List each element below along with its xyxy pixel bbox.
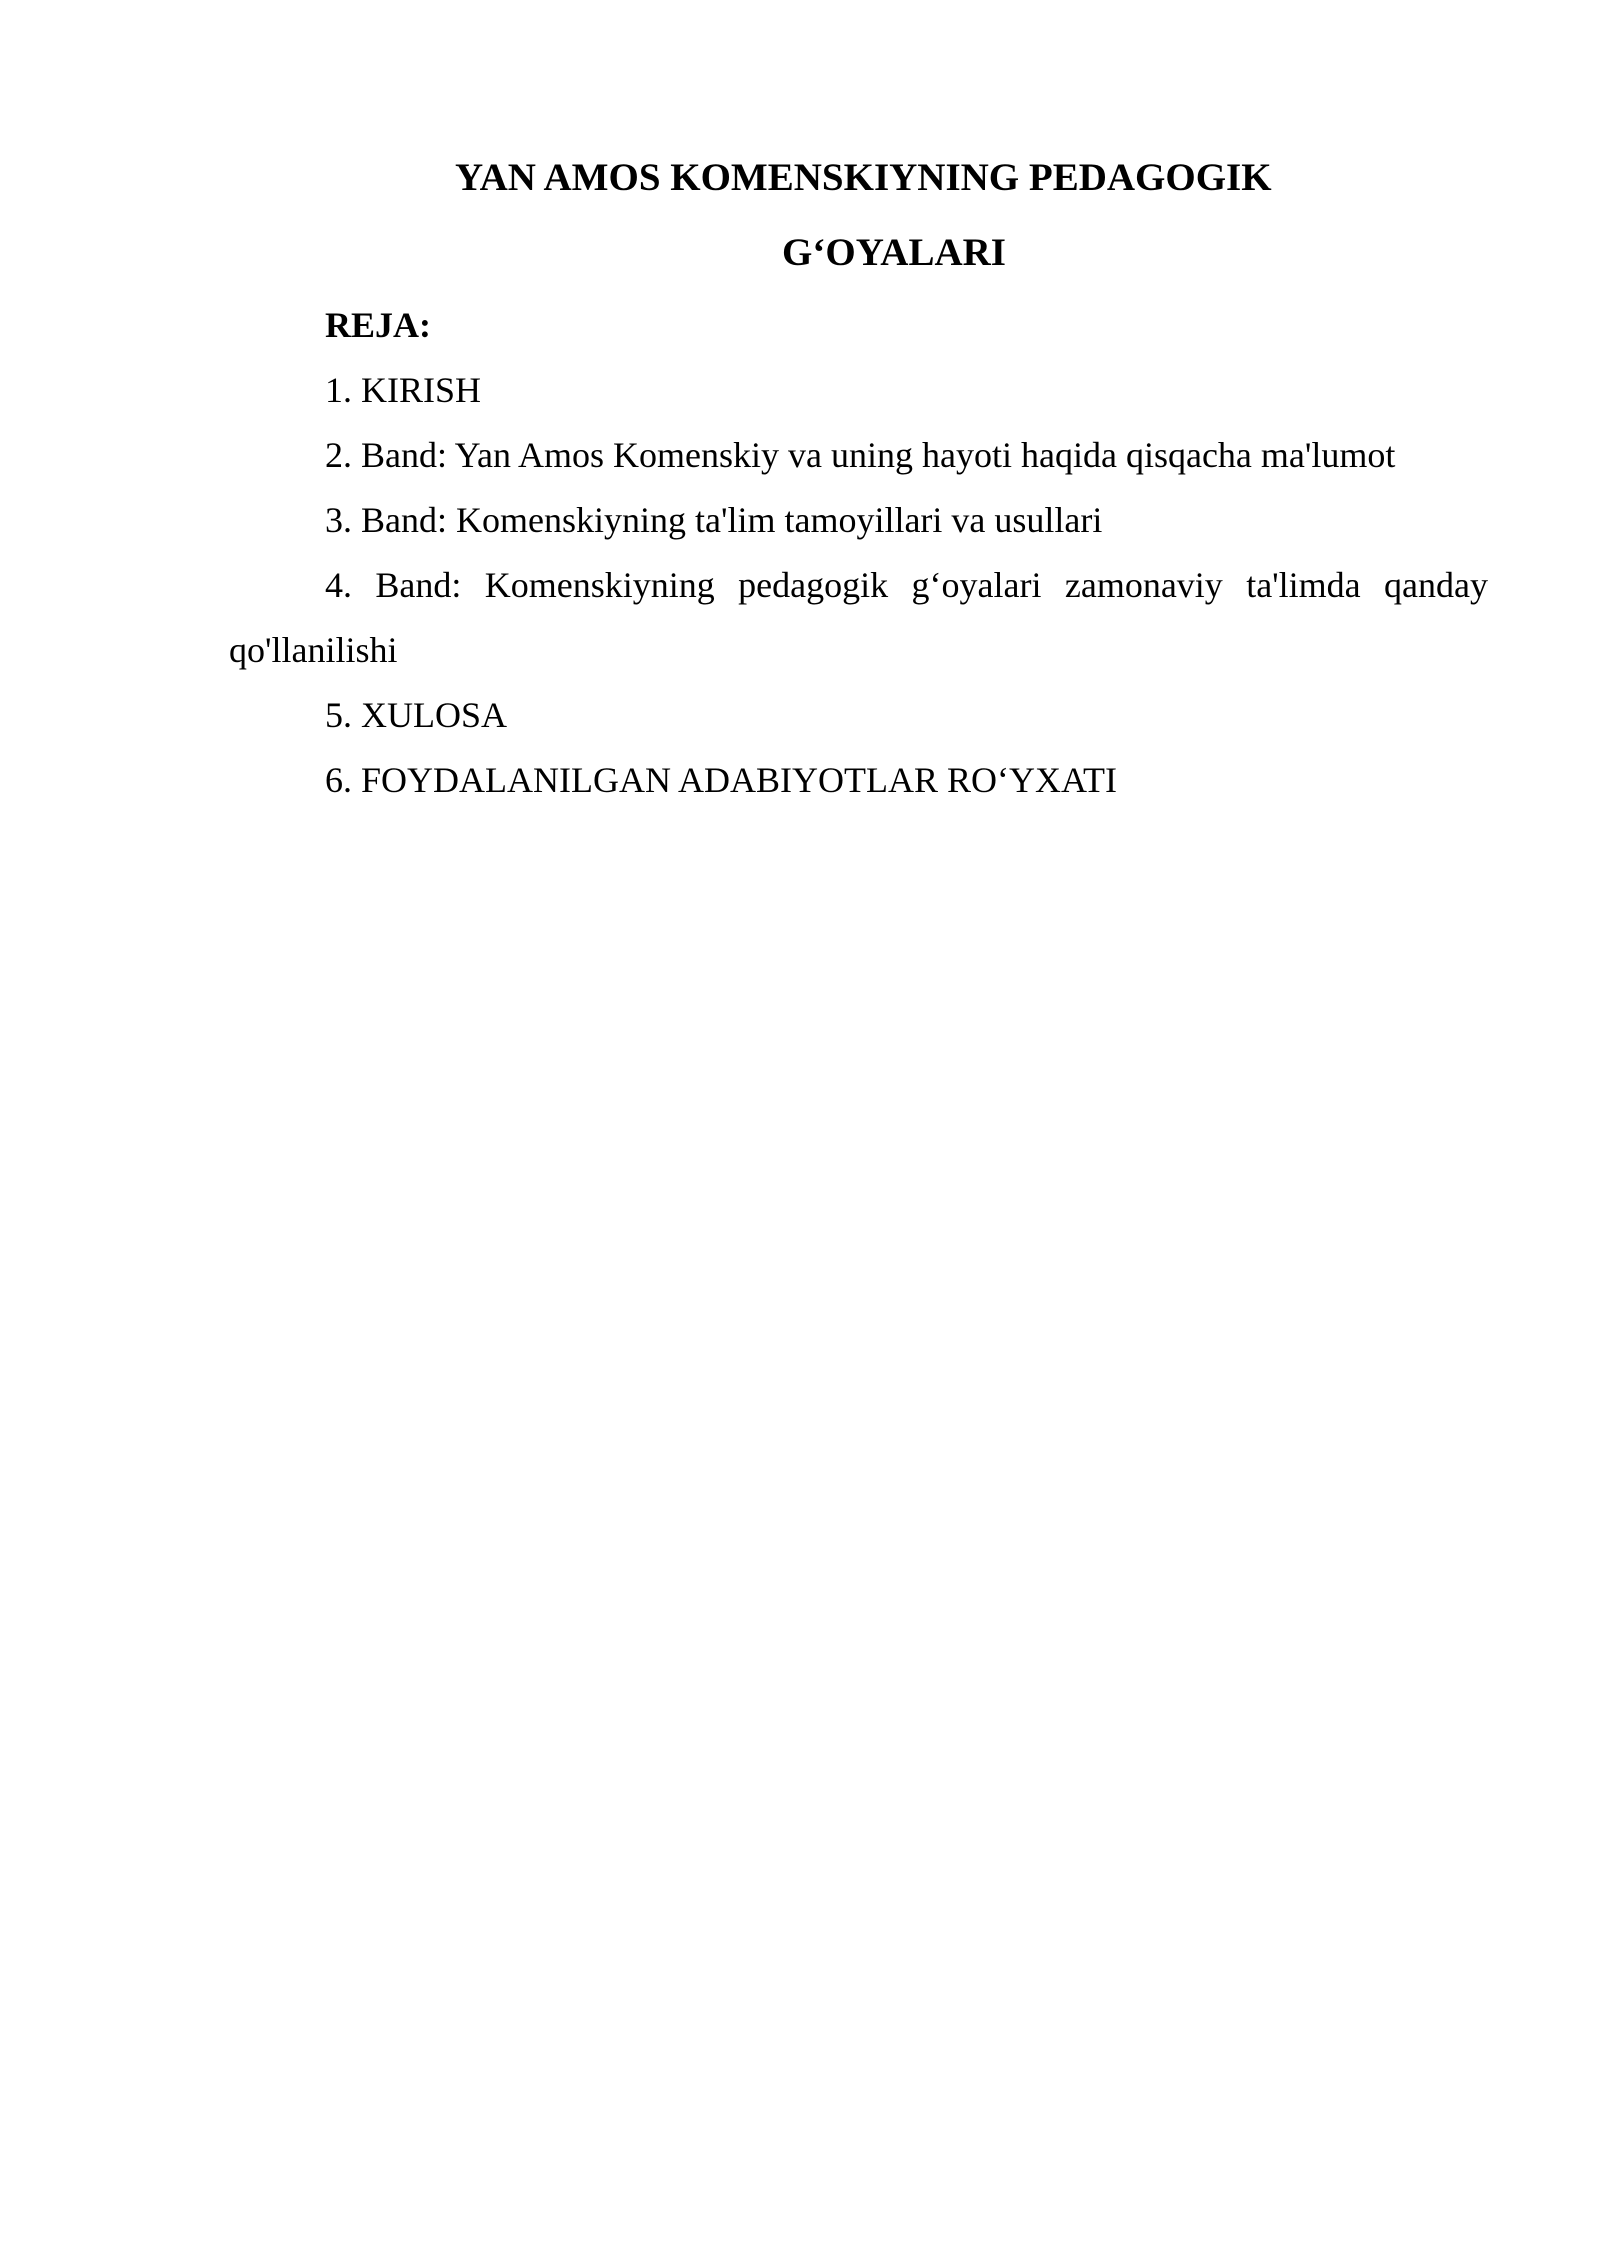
plan-item-1: 1. KIRISH <box>325 370 482 410</box>
plan-item-4-text: 4. Band: Komenskiyning pedagogik g‘oyalari zamonaviy ta'limda qanday <box>325 565 1488 605</box>
document-title-line-2: G‘OYALARI <box>782 231 1006 274</box>
plan-item-5: 5. XULOSA <box>325 695 508 735</box>
document-title-line-1: YAN AMOS KOMENSKIYNING PEDAGOGIK <box>455 156 1272 199</box>
plan-item-6: 6. FOYDALANILGAN ADABIYOTLAR RO‘YXATI <box>325 760 1117 800</box>
plan-item-2: 2. Band: Yan Amos Komenskiy va uning hayoti haqida qisqacha ma'lumot <box>325 435 1396 475</box>
plan-item-4 <box>325 562 1488 608</box>
plan-item-3: 3. Band: Komenskiyning ta'lim tamoyillari va usullari <box>325 500 1103 540</box>
plan-heading: REJA: <box>325 305 431 345</box>
plan-item-4-continuation: qo'llanilishi <box>229 630 398 670</box>
